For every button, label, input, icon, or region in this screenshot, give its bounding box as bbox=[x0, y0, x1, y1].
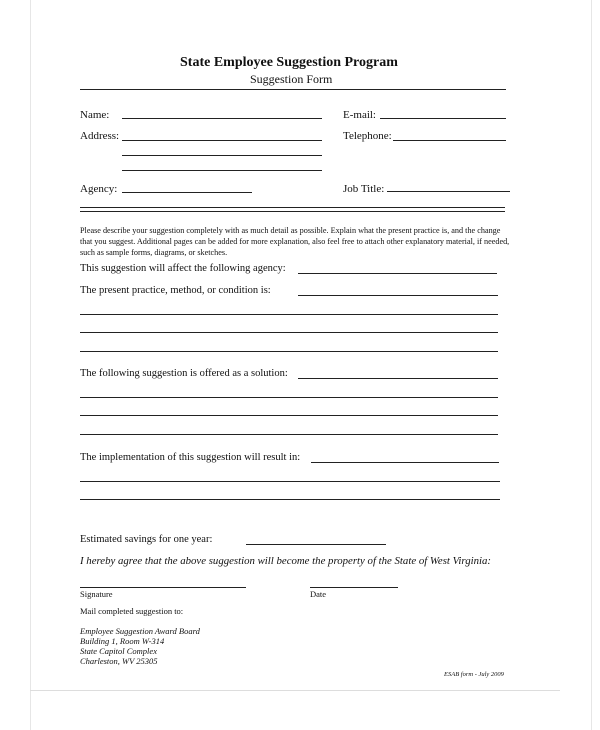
section-rule-top bbox=[80, 207, 505, 208]
email-label: E-mail: bbox=[343, 109, 376, 121]
footer-form-id: ESAB form - July 2009 bbox=[444, 671, 504, 678]
affect-agency-field[interactable] bbox=[298, 273, 497, 274]
form-subtitle: Suggestion Form bbox=[250, 72, 333, 86]
signature-label: Signature bbox=[80, 589, 113, 599]
telephone-label: Telephone: bbox=[343, 130, 392, 142]
page-frame bbox=[30, 0, 592, 730]
savings-field[interactable] bbox=[246, 544, 386, 545]
implementation-field-1[interactable] bbox=[311, 462, 499, 463]
present-practice-field-2[interactable] bbox=[80, 314, 498, 315]
job-title-label: Job Title: bbox=[343, 183, 385, 195]
instructions-text: Please describe your suggestion completely with as much detail as possible. Explain what the present practice is, and the change that you suggest. Additional pages can be added for more explanation, also feel free to attach other explanatory material, if needed, such as sample forms, diagrams, or sketches. bbox=[80, 226, 510, 257]
present-practice-field-3[interactable] bbox=[80, 332, 498, 333]
mail-address-line: Employee Suggestion Award Board bbox=[80, 626, 200, 636]
mail-address-line: Charleston, WV 25305 bbox=[80, 656, 158, 666]
job-title-field[interactable] bbox=[387, 191, 510, 192]
implementation-question: The implementation of this suggestion will result in: bbox=[80, 452, 301, 463]
signature-field[interactable] bbox=[80, 587, 246, 588]
solution-field-2[interactable] bbox=[80, 397, 498, 398]
mail-address-line: Building 1, Room W-314 bbox=[80, 636, 165, 646]
agency-field[interactable] bbox=[122, 192, 252, 193]
present-practice-question: The present practice, method, or condition is: bbox=[80, 285, 271, 296]
solution-field-1[interactable] bbox=[298, 378, 498, 379]
email-field[interactable] bbox=[380, 118, 506, 119]
agreement-text: I hereby agree that the above suggestion will become the property of the State of West Virginia: bbox=[80, 555, 491, 567]
present-practice-field-1[interactable] bbox=[298, 295, 498, 296]
header-rule bbox=[80, 89, 506, 90]
agency-label: Agency: bbox=[80, 183, 118, 195]
name-field[interactable] bbox=[122, 118, 322, 119]
address-field-line-2[interactable] bbox=[122, 155, 322, 156]
implementation-field-2[interactable] bbox=[80, 481, 500, 482]
date-field[interactable] bbox=[310, 587, 398, 588]
address-field-line-1[interactable] bbox=[122, 140, 322, 141]
form-title: State Employee Suggestion Program bbox=[180, 55, 398, 70]
address-field-line-3[interactable] bbox=[122, 170, 322, 171]
solution-question: The following suggestion is offered as a solution: bbox=[80, 368, 288, 379]
section-rule-bottom bbox=[80, 211, 505, 212]
affect-agency-question: This suggestion will affect the following agency: bbox=[80, 263, 286, 274]
telephone-field[interactable] bbox=[393, 140, 506, 141]
present-practice-field-4[interactable] bbox=[80, 351, 498, 352]
mail-address-line: State Capitol Complex bbox=[80, 646, 157, 656]
solution-field-3[interactable] bbox=[80, 415, 498, 416]
page-bottom-rule bbox=[30, 690, 560, 691]
name-label: Name: bbox=[80, 109, 110, 121]
mail-intro: Mail completed suggestion to: bbox=[80, 606, 184, 616]
savings-question: Estimated savings for one year: bbox=[80, 534, 213, 545]
date-label: Date bbox=[310, 589, 327, 599]
implementation-field-3[interactable] bbox=[80, 499, 500, 500]
solution-field-4[interactable] bbox=[80, 434, 498, 435]
address-label: Address: bbox=[80, 130, 120, 142]
